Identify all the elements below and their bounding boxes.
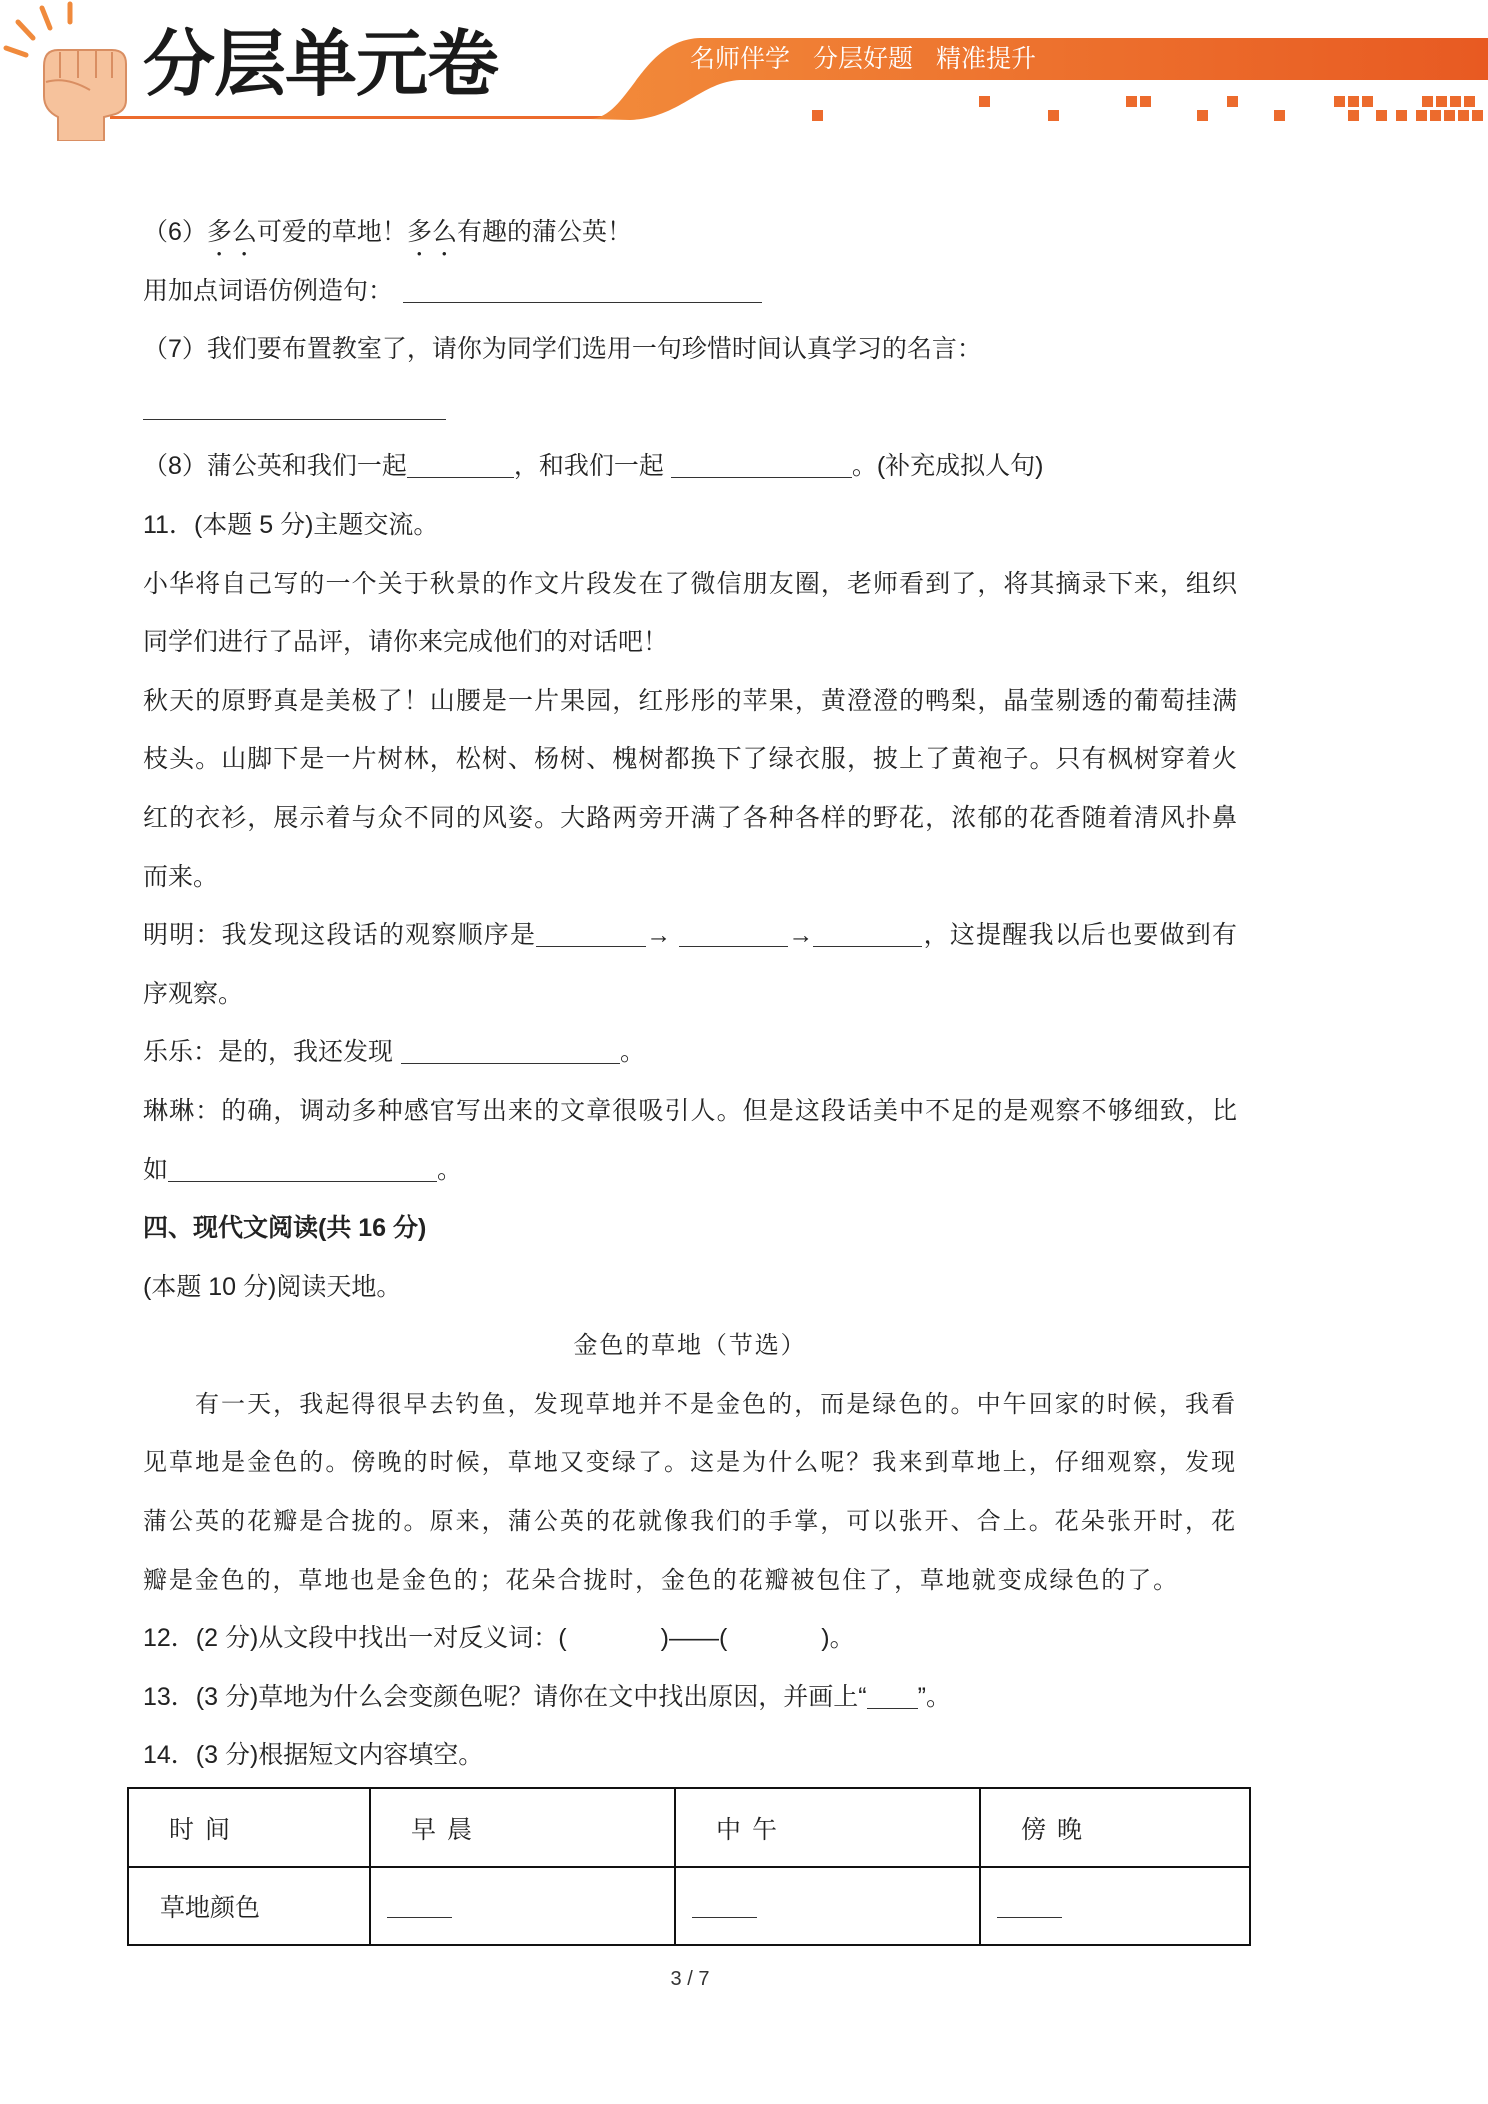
dialogue-text: 如 bbox=[143, 1155, 169, 1184]
answer-blank bbox=[536, 924, 646, 947]
essay-passage-line: 红的衣衫，展示着与众不同的风姿。大路两旁开满了各种各样的野花，浓郁的花香随着清风扑鼻 bbox=[143, 803, 1237, 832]
question-11-heading: 11．(本题 5 分)主题交流。 bbox=[143, 510, 439, 539]
question-14-line: 14．(3 分)根据短文内容填空。 bbox=[143, 1741, 484, 1770]
underline-mark bbox=[867, 1686, 918, 1709]
essay-passage-line: 秋天的原野真是美极了！山腰是一片果园，红彤彤的苹果，黄澄澄的鸭梨，晶莹剔透的葡萄挂满 bbox=[143, 686, 1237, 715]
slogan-item: 名师伴学 bbox=[690, 45, 791, 73]
dialogue-lele bbox=[143, 1023, 1237, 1082]
question-13-line bbox=[143, 1668, 1237, 1727]
dialogue-linlin-cont bbox=[143, 1141, 1237, 1200]
page-number: 3 / 7 bbox=[670, 1968, 710, 1990]
emphasized-word: 多么 bbox=[406, 218, 457, 246]
answer-blank bbox=[997, 1897, 1062, 1918]
question-11-intro-line: 小华将自己写的一个关于秋景的作文片段发在了微信朋友圈，老师看到了，将其摘录下来，组织 bbox=[143, 569, 1237, 598]
dialogue-mingming bbox=[143, 906, 1237, 965]
essay-passage-line: 枝头。山脚下是一片树林，松树、杨树、槐树都换下了绿衣服，披上了黄袍子。只有枫树穿着火 bbox=[143, 745, 1237, 774]
header-slogan bbox=[690, 44, 1059, 74]
emphasized-word: 多么 bbox=[206, 218, 257, 246]
answer-blank bbox=[387, 1897, 452, 1918]
table-row bbox=[128, 1867, 1250, 1945]
question-7-answer-line bbox=[143, 379, 1237, 438]
slogan-item: 分层好题 bbox=[813, 45, 914, 73]
table-header-morning: 早 晨 bbox=[370, 1788, 675, 1867]
question-text: 可爱的草地！ bbox=[256, 218, 407, 246]
answer-space bbox=[727, 1636, 821, 1646]
dialogue-text: 明明：我发现这段话的观察顺序是 bbox=[143, 921, 537, 950]
arrow-icon: → bbox=[788, 921, 814, 950]
table-answer-cell bbox=[980, 1867, 1250, 1945]
dialogue-text: 。 bbox=[620, 1038, 646, 1067]
question-text: 13．(3 分)草地为什么会变颜色呢？请你在文中找出原因，并画上“ bbox=[143, 1682, 867, 1711]
page-content bbox=[143, 203, 1237, 1785]
answer-blank bbox=[407, 455, 514, 478]
table-header-row bbox=[128, 1788, 1250, 1867]
answer-blank bbox=[671, 455, 852, 478]
question-text: ”。 bbox=[917, 1682, 951, 1711]
question-7-line: （7）我们要布置教室了，请你为同学们选用一句珍惜时间认真学习的名言： bbox=[143, 335, 982, 364]
dialogue-text: 。 bbox=[437, 1155, 463, 1184]
table-header-evening: 傍 晚 bbox=[980, 1788, 1250, 1867]
dialogue-text: ，这提醒我以后也要做到有 bbox=[922, 921, 1237, 950]
question-6-line bbox=[143, 203, 1237, 262]
answer-space bbox=[567, 1636, 661, 1646]
answer-blank bbox=[813, 924, 922, 947]
question-6-prompt bbox=[143, 262, 1237, 321]
answer-blank bbox=[168, 1159, 437, 1182]
question-text: 12．(2 分)从文段中找出一对反义词：( bbox=[143, 1624, 567, 1653]
reading-passage-line: 见草地是金色的。傍晚的时候，草地又变绿了。这是为什么呢？我来到草地上，仔细观察，发现 bbox=[143, 1448, 1237, 1477]
answer-blank bbox=[403, 280, 762, 303]
answer-blank bbox=[143, 397, 446, 420]
fill-in-table bbox=[127, 1787, 1251, 1946]
dialogue-mingming-cont: 序观察。 bbox=[143, 979, 244, 1008]
reading-intro: (本题 10 分)阅读天地。 bbox=[143, 1272, 402, 1301]
question-8-line bbox=[143, 437, 1237, 496]
reading-passage-title: 金色的草地（节选） bbox=[573, 1331, 807, 1360]
header-divider-line bbox=[110, 116, 630, 119]
table-header-noon: 中 午 bbox=[675, 1788, 980, 1867]
answer-blank bbox=[401, 1041, 620, 1064]
answer-blank bbox=[692, 1897, 757, 1918]
prompt-text: 用加点词语仿例造句： bbox=[143, 276, 394, 305]
question-text: )——( bbox=[660, 1624, 728, 1653]
table-answer-cell bbox=[370, 1867, 675, 1945]
reading-passage-line: 有一天，我起得很早去钓鱼，发现草地并不是金色的，而是绿色的。中午回家的时候，我看 bbox=[195, 1389, 1237, 1418]
question-text: ，和我们一起 bbox=[513, 452, 671, 481]
table-row-label: 草地颜色 bbox=[128, 1867, 370, 1945]
answer-blank bbox=[679, 924, 788, 947]
decorative-squares bbox=[812, 96, 1483, 121]
dialogue-linlin: 琳琳：的确，调动多种感官写出来的文章很吸引人。但是这段话美中不足的是观察不够细致，比 bbox=[143, 1096, 1237, 1125]
dialogue-text: 乐乐：是的，我还发现 bbox=[143, 1038, 394, 1067]
question-12-line bbox=[143, 1609, 1237, 1668]
arrow-icon: → bbox=[646, 921, 680, 950]
table-answer-cell bbox=[675, 1867, 980, 1945]
header-title: 分层单元卷 bbox=[143, 22, 499, 106]
reading-passage-line: 瓣是金色的，草地也是金色的；花朵合拢时，金色的花瓣被包住了，草地就变成绿色的了。 bbox=[143, 1565, 1179, 1594]
question-text: 。(补充成拟人句) bbox=[851, 452, 1044, 481]
essay-passage-line: 而来。 bbox=[143, 862, 219, 891]
slogan-item: 精准提升 bbox=[936, 45, 1037, 73]
question-11-intro-line: 同学们进行了品评，请你来完成他们的对话吧！ bbox=[143, 628, 669, 657]
question-text: 有趣的蒲公英！ bbox=[456, 218, 632, 246]
table-header-time: 时 间 bbox=[128, 1788, 370, 1867]
section-4-heading: 四、现代文阅读(共 16 分) bbox=[143, 1214, 427, 1243]
reading-passage-line: 蒲公英的花瓣是合拢的。原来，蒲公英的花就像我们的手掌，可以张开、合上。花朵张开时，花 bbox=[143, 1507, 1237, 1536]
question-number: （6） bbox=[143, 218, 207, 246]
question-text: （8）蒲公英和我们一起 bbox=[143, 452, 407, 481]
question-text: )。 bbox=[821, 1624, 855, 1653]
fist-logo-icon bbox=[0, 0, 134, 141]
